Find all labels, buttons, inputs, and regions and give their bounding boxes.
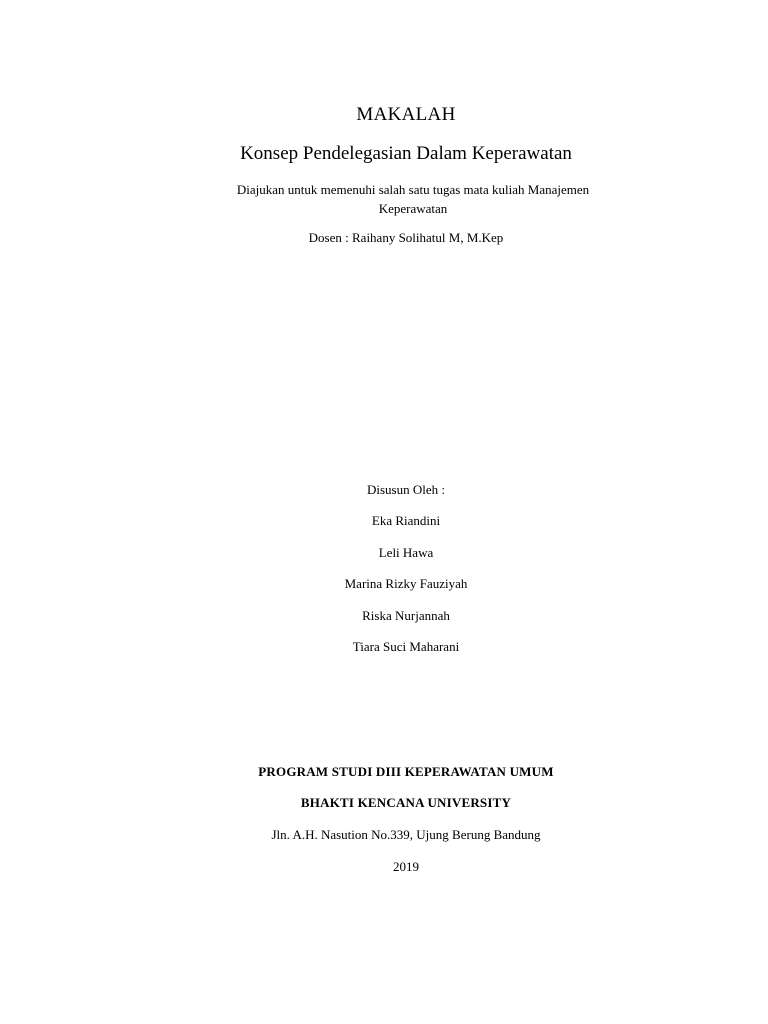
author-name: Marina Rizky Fauziyah: [344, 576, 468, 591]
study-program: PROGRAM STUDI DIII KEPERAWATAN UMUM: [258, 764, 554, 779]
university-name: BHAKTI KENCANA UNIVERSITY: [300, 795, 512, 810]
document-title: Konsep Pendelegasian Dalam Keperawatan: [240, 143, 572, 164]
author-name: Tiara Suci Maharani: [352, 639, 460, 654]
author-name: Eka Riandini: [371, 513, 441, 528]
submission-purpose: Diajukan untuk memenuhi salah satu tugas mata kuliah Manajemen Keperawatan: [236, 182, 590, 216]
compiled-by-label: Disusun Oleh :: [367, 482, 445, 497]
university-address: Jln. A.H. Nasution No.339, Ujung Berung Bandung: [271, 827, 541, 842]
author-name: Riska Nurjannah: [362, 607, 450, 623]
lecturer-name: Dosen : Raihany Solihatul M, M.Kep: [308, 230, 504, 245]
author-name: Leli Hawa: [378, 544, 434, 560]
publication-year: 2019: [393, 859, 419, 874]
document-type-heading: MAKALAH: [356, 104, 456, 125]
author-list: [0, 513, 768, 671]
